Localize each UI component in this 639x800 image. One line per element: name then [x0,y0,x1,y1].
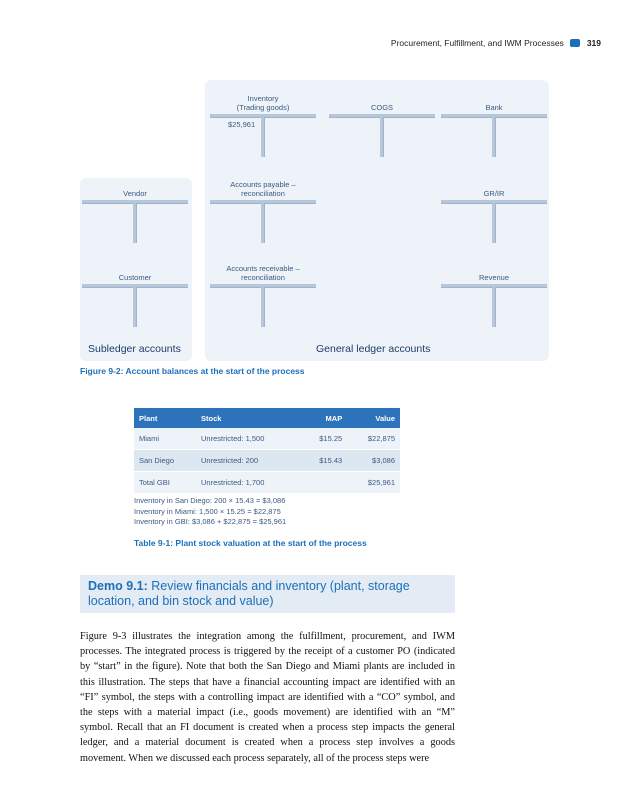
t-account-vertical-bar [492,287,496,327]
figure-account-balances [0,0,639,380]
t-account-label: GR/IR [483,189,505,198]
subledger-accounts-label: Subledger accounts [88,343,181,355]
t-account-bank [441,88,547,158]
page-number: 319 [586,38,601,48]
cell-stock: Unrestricted: 200 [196,450,300,472]
t-account-vertical-bar [261,287,265,327]
t-account-vertical-bar [261,117,265,157]
t-account-customer [82,258,188,328]
t-account-cogs [329,88,435,158]
t-account-label: Accounts receivable – reconciliation [226,264,300,282]
demo-title: Review financials and inventory (plant, storage location, and bin stock and value) [88,579,410,608]
cell-plant: Miami [134,428,196,450]
t-account-vertical-bar [492,117,496,157]
cell-value: $22,875 [347,428,400,450]
plant-stock-table [134,408,400,494]
table-row [134,450,400,472]
t-account-label: Vendor [123,189,147,198]
t-account-vertical-bar [380,117,384,157]
cell-map [300,472,347,494]
t-account-vertical-bar [133,203,137,243]
column-header-map: MAP [300,408,347,428]
table-header-row [134,408,400,428]
cell-map: $15.25 [300,428,347,450]
t-account-balance: $25,961 [228,120,256,129]
note-line: Inventory in Miami: 1,500 × 15.25 = $22,875 [134,506,281,516]
t-account-label: Customer [118,273,152,282]
t-account-label: Bank [485,103,503,112]
table-caption: Table 9-1: Plant stock valuation at the start of the process [134,538,367,548]
column-header-plant: Plant [134,408,196,428]
t-account-label: COGS [370,103,394,112]
body-paragraph: Figure 9-3 illustrates the integration among the fulfillment, procurement, and IWM processes. The integrated process is triggered by the receipt of a customer PO (indicated by “start” in the figure). Note that both the San Diego and Miami plants are included in this illustration. The steps that have a financial accounting impact are identified with an “FI” symbol, the steps with a controlling impact are identified with a “CO” symbol, and the steps with a material impact (i.e., goods movement) are identified with an “M” symbol. Recall that an FI document is created when a process step impacts the general ledger, and a material document is created when a process step involves a goods movement. When we discussed each process separately, all of the process steps were [80,631,455,764]
valuation-notes [134,496,286,528]
note-line: Inventory in San Diego: 200 × 15.43 = $3,086 [134,496,286,505]
note-line: Inventory in GBI: $3,086 + $22,875 = $25,961 [134,517,287,526]
t-account-vendor [82,174,188,244]
cell-plant: Total GBI [134,472,196,494]
t-account-revenue [441,258,547,328]
t-account-accounts-payable [210,174,316,244]
t-account-label: Inventory (Trading goods) [236,94,290,112]
figure-caption: Figure 9-2: Account balances at the start of the process [80,366,305,376]
cell-stock: Unrestricted: 1,500 [196,428,300,450]
general-ledger-accounts-label: General ledger accounts [316,343,431,355]
t-account-inventory [210,88,316,158]
demo-heading [80,575,455,613]
t-account-vertical-bar [492,203,496,243]
table-row [134,428,400,450]
table-row [134,472,400,494]
t-account-grir [441,174,547,244]
cell-map: $15.43 [300,450,347,472]
demo-number: Demo 9.1: [88,579,148,593]
column-header-stock: Stock [196,408,300,428]
t-account-accounts-receivable [210,258,316,328]
t-account-vertical-bar [133,287,137,327]
t-account-label: Accounts payable – reconciliation [230,180,296,198]
t-account-vertical-bar [261,203,265,243]
t-account-label: Revenue [478,273,510,282]
cell-plant: San Diego [134,450,196,472]
cell-value: $3,086 [347,450,400,472]
demo-heading-text [88,579,455,609]
cell-value: $25,961 [347,472,400,494]
section-title: Procurement, Fulfillment, and IWM Processes [390,38,564,48]
column-header-value: Value [347,408,400,428]
cell-stock: Unrestricted: 1,700 [196,472,300,494]
